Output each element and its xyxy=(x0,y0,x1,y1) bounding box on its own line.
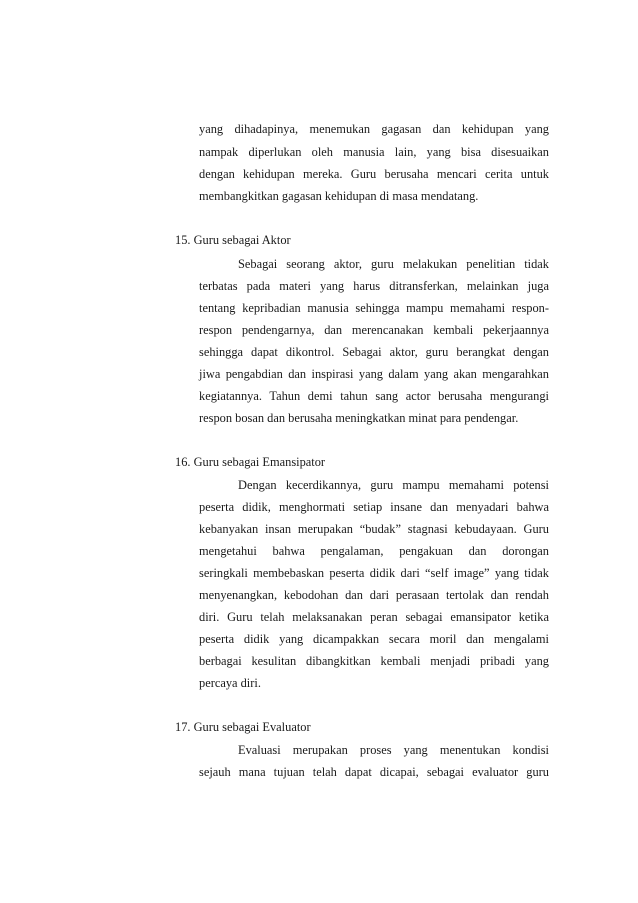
section-17-title: Guru sebagai Evaluator xyxy=(193,720,311,734)
section-16-line-5: seringkali membebaskan peserta didik dari “self image” yang tidak xyxy=(199,566,549,580)
section-16-line-2: peserta didik, menghormati setiap insane dan menyadari bahwa xyxy=(199,500,549,514)
section-15-line-5: sehingga dapat dikontrol. Sebagai aktor, guru berangkat dengan xyxy=(199,345,549,359)
section-17-number: 17. xyxy=(175,720,191,734)
section-16-line-7: diri. Guru telah melaksanakan peran sebagai emansipator ketika xyxy=(199,610,549,624)
section-15-line-3: tentang kepribadian manusia sehingga mampu memahami respon- xyxy=(199,301,549,315)
section-15-number: 15. xyxy=(175,233,191,247)
section-15-line-8: respon bosan dan berusaha meningkatkan minat para pendengar. xyxy=(199,411,519,425)
intro-line-1: yang dihadapinya, menemukan gagasan dan kehidupan yang xyxy=(199,122,549,136)
section-15-line-4: respon pendengarnya, dan merencanakan kembali pekerjaannya xyxy=(199,323,549,337)
intro-line-4: membangkitkan gagasan kehidupan di masa mendatang. xyxy=(199,189,479,203)
section-16-line-8: peserta didik yang dicampakkan secara moril dan mengalami xyxy=(199,632,549,646)
section-16-line-3: kebanyakan insan merupakan “budak” stagnasi kebudayaan. Guru xyxy=(199,522,549,536)
section-15-heading xyxy=(175,232,291,248)
section-17-line-2: sejauh mana tujuan telah dapat dicapai, sebagai evaluator guru xyxy=(199,765,549,779)
section-16-line-1: Dengan kecerdikannya, guru mampu memahami potensi xyxy=(238,478,549,492)
section-16-line-6: menyenangkan, kebodohan dan dari perasaan tertolak dan rendah xyxy=(199,588,549,602)
section-15-line-2: terbatas pada materi yang harus ditransferkan, melainkan juga xyxy=(199,279,549,293)
section-16-number: 16. xyxy=(175,455,191,469)
section-15-title: Guru sebagai Aktor xyxy=(193,233,291,247)
section-15-line-1: Sebagai seorang aktor, guru melakukan penelitian tidak xyxy=(238,257,549,271)
intro-line-2: nampak diperlukan oleh manusia lain, yang bisa disesuaikan xyxy=(199,145,549,159)
section-15-line-7: kegiatannya. Tahun demi tahun sang actor berusaha mengurangi xyxy=(199,389,549,403)
section-16-line-10: percaya diri. xyxy=(199,676,261,690)
section-17-heading xyxy=(175,719,311,735)
section-16-heading xyxy=(175,454,325,470)
section-16-line-4: mengetahui bahwa pengalaman, pengakuan dan dorongan xyxy=(199,544,549,558)
section-16-title: Guru sebagai Emansipator xyxy=(193,455,326,469)
section-15-line-6: jiwa pengabdian dan inspirasi yang dalam yang akan mengarahkan xyxy=(199,367,549,381)
intro-line-3: dengan kehidupan mereka. Guru berusaha mencari cerita untuk xyxy=(199,167,549,181)
section-16-line-9: berbagai kesulitan dibangkitkan kembali menjadi pribadi yang xyxy=(199,654,549,668)
section-17-line-1: Evaluasi merupakan proses yang menentukan kondisi xyxy=(238,743,549,757)
